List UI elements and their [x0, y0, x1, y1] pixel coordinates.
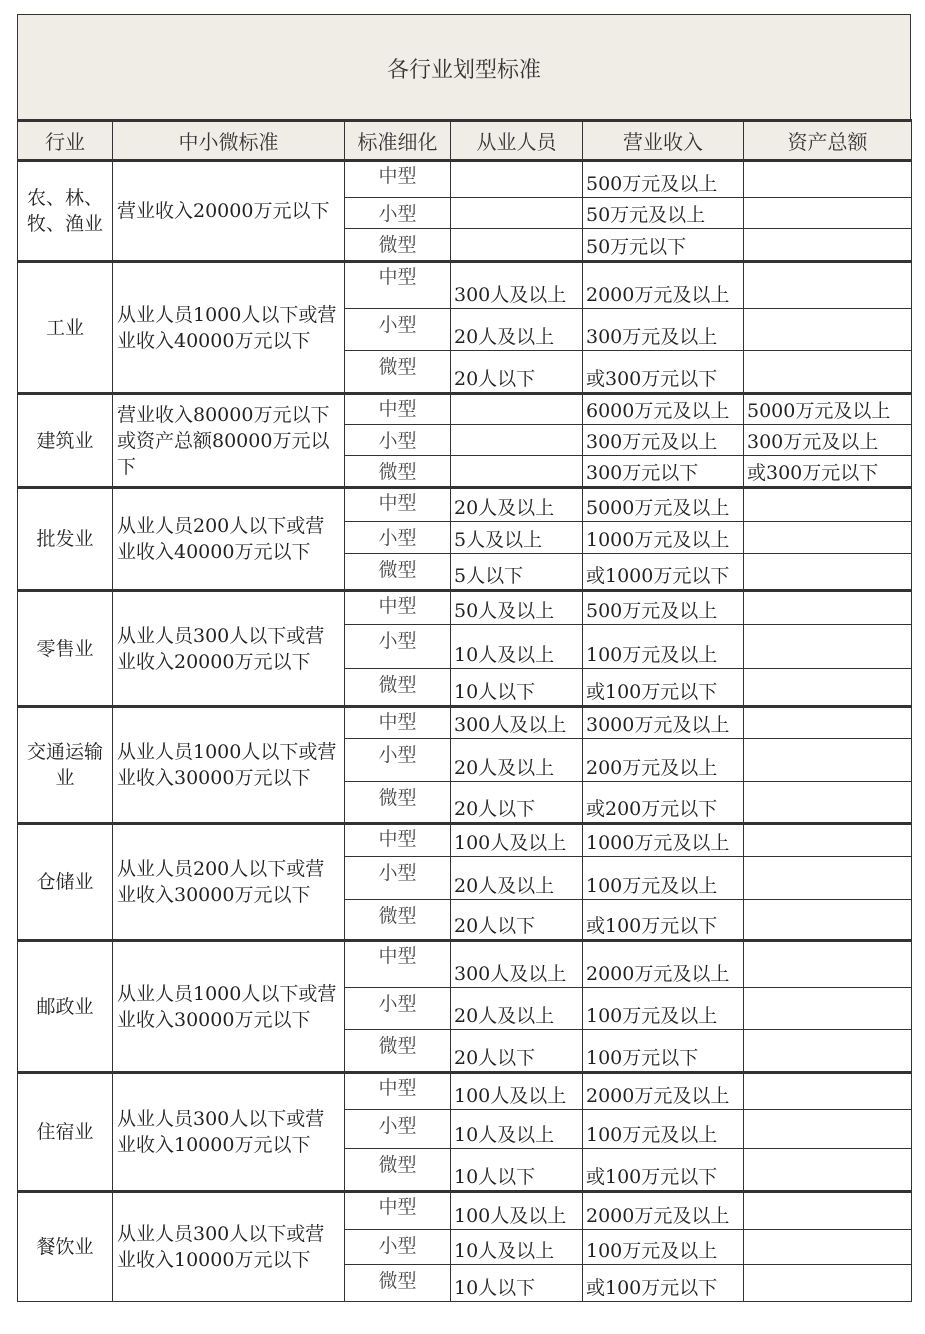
revenue-cell: 100万元及以上: [583, 857, 744, 900]
size-cell: 微型: [345, 554, 451, 591]
standard-cell: 从业人员300人以下或营业收入10000万元以下: [113, 1192, 345, 1302]
staff-cell: 100人及以上: [451, 824, 583, 857]
assets-cell: [744, 1149, 912, 1192]
standard-cell: 从业人员1000人以下或营业收入30000万元以下: [113, 941, 345, 1073]
assets-cell: [744, 351, 912, 394]
assets-cell: [744, 707, 912, 739]
standard-cell: 从业人员1000人以下或营业收入40000万元以下: [113, 262, 345, 394]
staff-cell: 300人及以上: [451, 941, 583, 988]
table-row: [18, 824, 912, 857]
assets-cell: [744, 739, 912, 782]
size-cell: 小型: [345, 988, 451, 1030]
size-cell: 中型: [345, 262, 451, 309]
staff-cell: 100人及以上: [451, 1073, 583, 1110]
revenue-cell: 300万元及以上: [583, 425, 744, 456]
assets-cell: [744, 309, 912, 351]
revenue-cell: 50万元以下: [583, 229, 744, 262]
staff-cell: 20人及以上: [451, 857, 583, 900]
standard-cell: 从业人员1000人以下或营业收入30000万元以下: [113, 707, 345, 824]
staff-cell: 10人以下: [451, 669, 583, 707]
staff-cell: 300人及以上: [451, 707, 583, 739]
size-cell: 小型: [345, 625, 451, 669]
table-body: [18, 161, 912, 1302]
size-cell: 中型: [345, 1073, 451, 1110]
assets-cell: 5000万元及以上: [744, 394, 912, 425]
classification-sheet: [17, 14, 911, 1308]
staff-cell: 20人以下: [451, 351, 583, 394]
assets-cell: [744, 1230, 912, 1265]
size-cell: 中型: [345, 1192, 451, 1230]
page-title: 各行业划型标准: [386, 58, 541, 83]
staff-cell: 20人及以上: [451, 309, 583, 351]
size-cell: 中型: [345, 824, 451, 857]
table-row: [18, 394, 912, 425]
header-industry: 行业: [18, 121, 113, 161]
size-cell: 微型: [345, 1265, 451, 1302]
header-row: [18, 121, 912, 161]
staff-cell: 10人及以上: [451, 1110, 583, 1149]
revenue-cell: 2000万元及以上: [583, 1073, 744, 1110]
revenue-cell: 100万元及以上: [583, 1110, 744, 1149]
revenue-cell: 5000万元及以上: [583, 488, 744, 522]
assets-cell: [744, 1030, 912, 1073]
assets-cell: [744, 1073, 912, 1110]
size-cell: 中型: [345, 707, 451, 739]
revenue-cell: 2000万元及以上: [583, 941, 744, 988]
standard-cell: 营业收入20000万元以下: [113, 161, 345, 262]
assets-cell: [744, 229, 912, 262]
assets-cell: 或300万元以下: [744, 456, 912, 488]
table-row: [18, 707, 912, 739]
staff-cell: 10人以下: [451, 1265, 583, 1302]
revenue-cell: 100万元及以上: [583, 625, 744, 669]
industry-cell: 餐饮业: [18, 1192, 113, 1302]
table-row: [18, 1192, 912, 1230]
standard-cell: 从业人员200人以下或营业收入40000万元以下: [113, 488, 345, 591]
industry-cell: 住宿业: [18, 1073, 113, 1192]
revenue-cell: 200万元及以上: [583, 739, 744, 782]
industry-cell: 农、林、牧、渔业: [18, 161, 113, 262]
staff-cell: 10人及以上: [451, 1230, 583, 1265]
size-cell: 中型: [345, 591, 451, 625]
revenue-cell: 300万元及以上: [583, 309, 744, 351]
assets-cell: [744, 161, 912, 198]
assets-cell: [744, 988, 912, 1030]
revenue-cell: 6000万元及以上: [583, 394, 744, 425]
title-band: [17, 14, 911, 120]
revenue-cell: 500万元及以上: [583, 591, 744, 625]
assets-cell: [744, 625, 912, 669]
revenue-cell: 300万元以下: [583, 456, 744, 488]
assets-cell: [744, 669, 912, 707]
revenue-cell: 或100万元以下: [583, 1149, 744, 1192]
assets-cell: [744, 941, 912, 988]
staff-cell: 5人及以上: [451, 522, 583, 554]
size-cell: 微型: [345, 1149, 451, 1192]
size-cell: 微型: [345, 229, 451, 262]
assets-cell: [744, 522, 912, 554]
staff-cell: 300人及以上: [451, 262, 583, 309]
assets-cell: [744, 1192, 912, 1230]
staff-cell: 20人及以上: [451, 988, 583, 1030]
staff-cell: 20人以下: [451, 1030, 583, 1073]
revenue-cell: 100万元以下: [583, 1030, 744, 1073]
staff-cell: 20人以下: [451, 782, 583, 824]
size-cell: 小型: [345, 198, 451, 229]
header-size-detail: 标准细化: [345, 121, 451, 161]
size-cell: 小型: [345, 1110, 451, 1149]
staff-cell: 100人及以上: [451, 1192, 583, 1230]
staff-cell: [451, 456, 583, 488]
industry-cell: 批发业: [18, 488, 113, 591]
revenue-cell: 100万元及以上: [583, 988, 744, 1030]
industry-cell: 零售业: [18, 591, 113, 707]
assets-cell: [744, 262, 912, 309]
size-cell: 小型: [345, 309, 451, 351]
staff-cell: [451, 425, 583, 456]
size-cell: 小型: [345, 739, 451, 782]
size-cell: 小型: [345, 425, 451, 456]
assets-cell: [744, 1110, 912, 1149]
revenue-cell: 或100万元以下: [583, 900, 744, 941]
header-revenue: 营业收入: [583, 121, 744, 161]
standard-cell: 从业人员200人以下或营业收入30000万元以下: [113, 824, 345, 941]
industry-cell: 工业: [18, 262, 113, 394]
industry-cell: 交通运输业: [18, 707, 113, 824]
table-row: [18, 161, 912, 198]
staff-cell: [451, 229, 583, 262]
table-row: [18, 1073, 912, 1110]
size-cell: 微型: [345, 782, 451, 824]
revenue-cell: 2000万元及以上: [583, 262, 744, 309]
revenue-cell: 或200万元以下: [583, 782, 744, 824]
staff-cell: 10人及以上: [451, 625, 583, 669]
classification-table: [17, 119, 912, 1302]
header-assets: 资产总额: [744, 121, 912, 161]
staff-cell: 20人及以上: [451, 488, 583, 522]
industry-cell: 仓储业: [18, 824, 113, 941]
revenue-cell: 或1000万元以下: [583, 554, 744, 591]
revenue-cell: 或100万元以下: [583, 669, 744, 707]
table-row: [18, 941, 912, 988]
size-cell: 小型: [345, 857, 451, 900]
size-cell: 中型: [345, 941, 451, 988]
staff-cell: 5人以下: [451, 554, 583, 591]
assets-cell: [744, 824, 912, 857]
staff-cell: 20人及以上: [451, 739, 583, 782]
table-row: [18, 488, 912, 522]
staff-cell: 20人以下: [451, 900, 583, 941]
size-cell: 中型: [345, 161, 451, 198]
header-staff: 从业人员: [451, 121, 583, 161]
size-cell: 中型: [345, 488, 451, 522]
assets-cell: [744, 198, 912, 229]
revenue-cell: 或100万元以下: [583, 1265, 744, 1302]
revenue-cell: 3000万元及以上: [583, 707, 744, 739]
table-row: [18, 262, 912, 309]
assets-cell: [744, 554, 912, 591]
staff-cell: 50人及以上: [451, 591, 583, 625]
assets-cell: 300万元及以上: [744, 425, 912, 456]
size-cell: 小型: [345, 1230, 451, 1265]
size-cell: 微型: [345, 351, 451, 394]
size-cell: 小型: [345, 522, 451, 554]
size-cell: 微型: [345, 1030, 451, 1073]
revenue-cell: 1000万元及以上: [583, 824, 744, 857]
size-cell: 微型: [345, 456, 451, 488]
assets-cell: [744, 782, 912, 824]
size-cell: 微型: [345, 669, 451, 707]
assets-cell: [744, 1265, 912, 1302]
revenue-cell: 或300万元以下: [583, 351, 744, 394]
assets-cell: [744, 488, 912, 522]
standard-cell: 营业收入80000万元以下或资产总额80000万元以下: [113, 394, 345, 488]
header-standard: 中小微标准: [113, 121, 345, 161]
industry-cell: 建筑业: [18, 394, 113, 488]
revenue-cell: 50万元及以上: [583, 198, 744, 229]
revenue-cell: 2000万元及以上: [583, 1192, 744, 1230]
size-cell: 中型: [345, 394, 451, 425]
assets-cell: [744, 857, 912, 900]
table-row: [18, 591, 912, 625]
size-cell: 微型: [345, 900, 451, 941]
staff-cell: [451, 161, 583, 198]
revenue-cell: 500万元及以上: [583, 161, 744, 198]
standard-cell: 从业人员300人以下或营业收入10000万元以下: [113, 1073, 345, 1192]
staff-cell: [451, 198, 583, 229]
revenue-cell: 1000万元及以上: [583, 522, 744, 554]
assets-cell: [744, 900, 912, 941]
revenue-cell: 100万元及以上: [583, 1230, 744, 1265]
assets-cell: [744, 591, 912, 625]
staff-cell: [451, 394, 583, 425]
industry-cell: 邮政业: [18, 941, 113, 1073]
standard-cell: 从业人员300人以下或营业收入20000万元以下: [113, 591, 345, 707]
staff-cell: 10人以下: [451, 1149, 583, 1192]
